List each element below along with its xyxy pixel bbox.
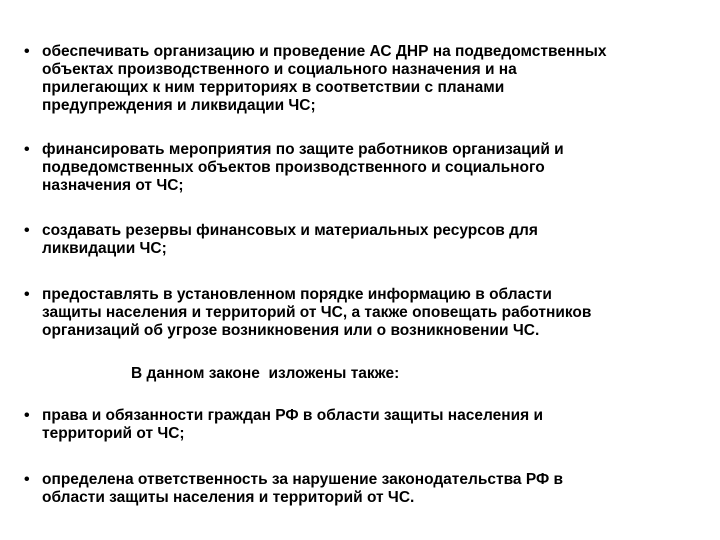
bullet-icon: • [24, 222, 30, 239]
list-item [24, 286, 704, 340]
bullet-icon: • [24, 286, 30, 303]
list-item [24, 222, 704, 258]
bullet-icon: • [24, 43, 30, 60]
bullet-icon: • [24, 471, 30, 488]
list-item [24, 407, 704, 443]
list-item-text: обеспечивать организацию и проведение АС ДНР на подведомственных объектах производственного и социального назначения и на прилегающих к ним территориях в соответствии с планами предупреждения и ликвидации ЧС; [42, 43, 607, 114]
list-item-text: определена ответственность за нарушение законодательства РФ в области защиты населения и территорий от ЧС. [42, 471, 564, 506]
list-item [24, 471, 704, 507]
bullet-icon: • [24, 141, 30, 158]
list-item-text: права и обязанности граждан РФ в области защиты населения и территорий от ЧС; [42, 407, 544, 442]
bullet-icon: • [24, 407, 30, 424]
list-item-text: создавать резервы финансовых и материальных ресурсов для ликвидации ЧС; [42, 222, 538, 257]
list-item [24, 43, 704, 115]
subheading: В данном законе изложены также: [131, 365, 400, 382]
list-item-text: предоставлять в установленном порядке информацию в области защиты населения и территорий от ЧС, а также оповещать работников организаций об угрозе возникновения или о возникновении ЧС. [42, 286, 592, 339]
list-item [24, 141, 704, 195]
list-item-text: финансировать мероприятия по защите работников организаций и подведомственных объектов производственного и социального назначения от ЧС; [42, 141, 564, 194]
